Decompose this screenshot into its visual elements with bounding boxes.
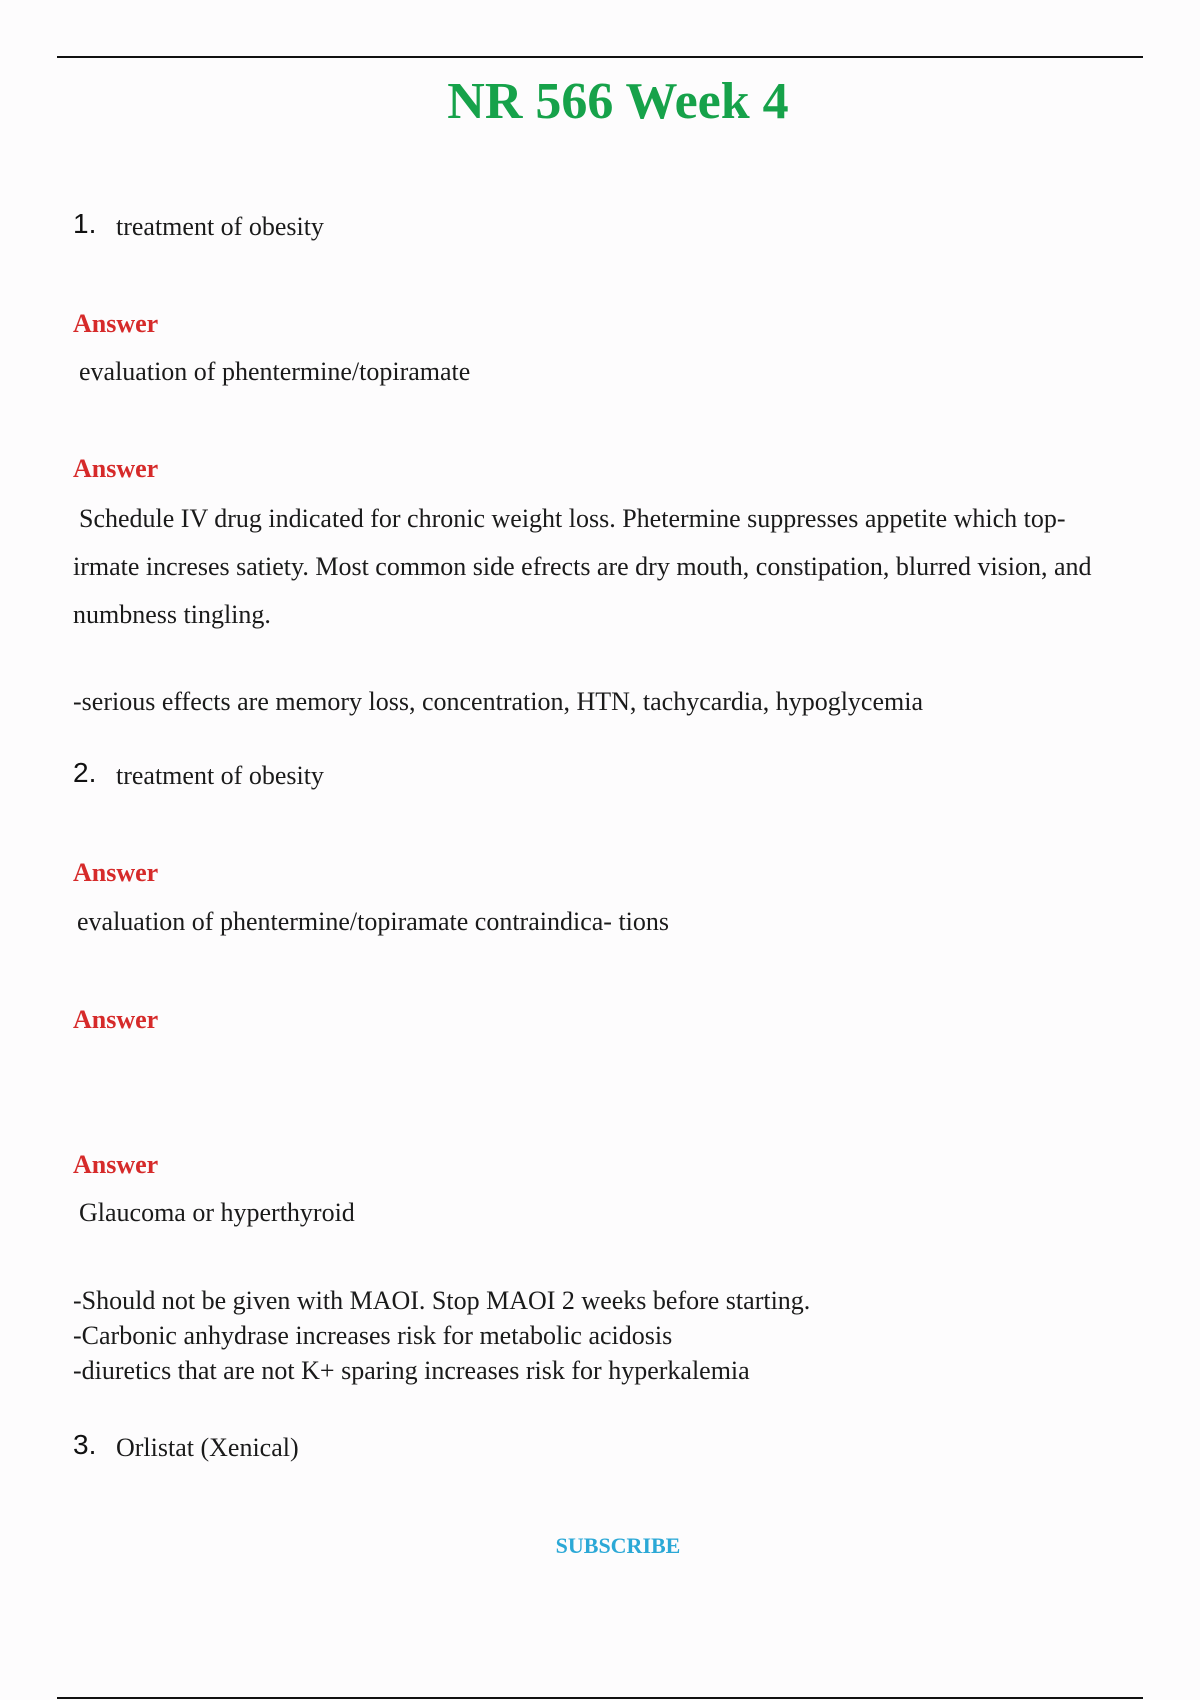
note-list [73, 1283, 1133, 1388]
question-text: Orlistat (Xenical) [116, 1433, 299, 1462]
question-text: treatment of obesity [116, 761, 324, 790]
answer-text: Glaucoma or hyperthyroid [79, 1198, 355, 1227]
subscribe-link[interactable]: SUBSCRIBE [555, 1533, 681, 1558]
note-text: -diuretics that are not K+ sparing increases risk for hyperkalemia [73, 1356, 750, 1385]
answer-label: Answer [73, 1150, 159, 1179]
answer-text: evaluation of phentermine/topiramate [79, 357, 471, 386]
answer-label: Answer [73, 858, 159, 887]
question-number: 1. [73, 208, 97, 239]
bottom-rule [57, 1697, 1143, 1699]
question-number: 2. [73, 757, 97, 788]
note-text: -Carbonic anhydrase increases risk for metabolic acidosis [73, 1321, 673, 1350]
question-number: 3. [73, 1429, 97, 1460]
answer-text: evaluation of phentermine/topiramate contraindica- tions [77, 907, 670, 936]
question-text: treatment of obesity [116, 212, 324, 241]
answer-label: Answer [73, 1005, 159, 1034]
note-text: -serious effects are memory loss, concentration, HTN, tachycardia, hypoglycemia [73, 687, 923, 716]
answer-label: Answer [73, 309, 159, 338]
page-title: NR 566 Week 4 [447, 73, 789, 130]
answer-label: Answer [73, 454, 159, 483]
answer-text: Schedule IV drug indicated for chronic weight loss. Phetermine suppresses appetite which top- irmate increses satiety. Most common side efrects are dry mouth, constipation, blurred vision, and numbness tingling. [73, 504, 1092, 629]
note-text: -Should not be given with MAOI. Stop MAOI 2 weeks before starting. [73, 1286, 811, 1315]
top-rule [57, 56, 1143, 58]
